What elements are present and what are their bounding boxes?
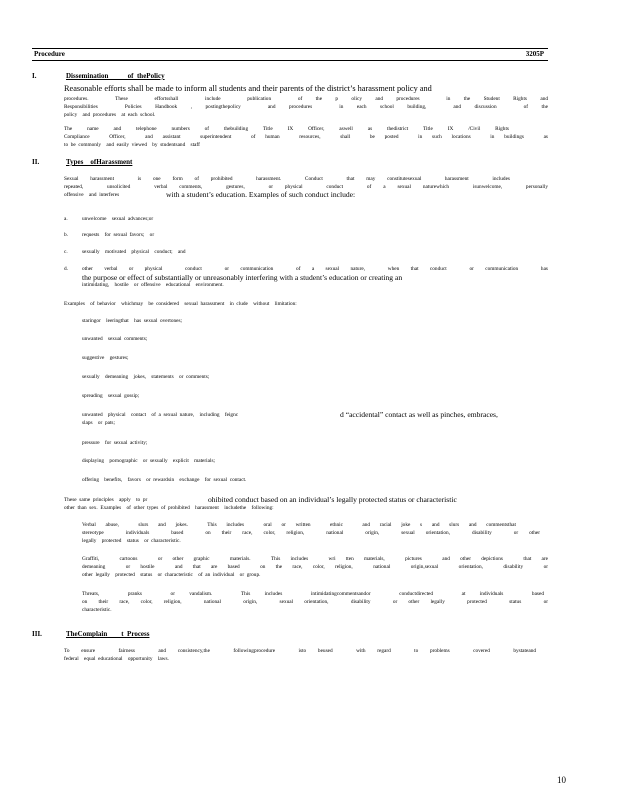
section-heading-complaint-process	[32, 630, 432, 639]
section-number: I.	[32, 72, 37, 80]
paragraph-line: The name and telephone numbers of thebuilding Title IX Officer, aswell as thedistrict Title IX /Civil Rights	[64, 126, 509, 132]
bullet-item: Verbal abuse, slurs and jokes. This includes oral or written ethnic and racial joke s and slurs and commentsthat	[82, 522, 516, 528]
paragraph-line: policy and procedures at each school.	[64, 112, 156, 118]
header-procedure-label: Procedure	[34, 50, 65, 58]
bullet-item: pressure for sexual activity;	[82, 440, 148, 446]
list-item-continuation: intimidating, hostile or offensive educational environment.	[82, 282, 224, 288]
list-item-continuation: the purpose or effect of substantially or unreasonably interfering with a student’s education or creating an	[82, 273, 403, 282]
list-item: requests for sexual favors; or	[82, 232, 155, 238]
bullet-item: unwanted sexual comments;	[82, 336, 148, 342]
list-item: other verbal or physical conduct or communication of a sexual nature, when that conduct or communication has	[82, 266, 548, 272]
list-marker: c.	[64, 249, 68, 255]
bullet-item: Threats, pranks or vandalism. This includes intimidatingcommentsandor conductdirected at individuals based	[82, 591, 544, 597]
paragraph-line: repeated, unsolicited verbal comments, gestures, or physical conduct of a sexual naturewhich isunwelcome, personally	[64, 184, 548, 190]
bullet-item-continuation: stereotype individuals based on their race, color, religion, national origin, sexual orientation, disability or other	[82, 530, 540, 536]
section-number: III.	[32, 630, 42, 638]
bullet-item: displaying pornographic or sexually explicit materials;	[82, 458, 215, 464]
section-heading-types	[32, 158, 432, 167]
bullet-item: unwanted physical contact of a sexual nature, including feignc	[82, 412, 239, 418]
bullet-item-continuation: legally protected status or characteristic.	[82, 538, 181, 544]
paragraph-line: Compliance Officer, and assistant superintendent of human resources, shall be posted in such locations in buildings as	[64, 134, 548, 140]
bullet-item-emphasis: d “accidental” contact as well as pinches, embraces,	[340, 410, 498, 419]
paragraph-line: to be commonly and easily viewed by studentsand staff	[64, 142, 200, 148]
header-bar	[32, 48, 548, 61]
paragraph-line: procedures. These effortsshall include publication of the p olicy and procedures in the Student Rights and	[64, 96, 548, 102]
bullet-item: spreading sexual gossip;	[82, 393, 140, 399]
bullet-item-continuation: characteristic.	[82, 607, 112, 613]
list-item: sexually motivated physical conduct; and	[82, 249, 186, 255]
paragraph-line: To ensure fairness and consistency,the followingprocedure isto beused with regard to problems covered bystateand	[64, 648, 536, 654]
paragraph-line: other than sex. Examples of other types of prohibited harassment includethe following:	[64, 505, 274, 511]
bullet-item-continuation: other legally protected status or characteristic of an individual or group.	[82, 572, 261, 578]
bullet-item-continuation: demeaning or hostile and that are based on the race, color, religion, national origin,sexual orientation, disability or	[82, 564, 548, 570]
paragraph-line: Reasonable efforts shall be made to inform all students and their parents of the district’s harassment policy and	[64, 84, 432, 93]
list-marker: b.	[64, 232, 68, 238]
section-title: Dissemination of thePolicy	[66, 72, 165, 80]
section-title: TheComplain t Process	[66, 630, 150, 638]
paragraph-line: offensive and interferes	[64, 192, 120, 198]
list-marker: a.	[64, 216, 68, 222]
paragraph-line: These same principles apply to pr	[64, 497, 148, 503]
paragraph-line: with a student’s education. Examples of such conduct include:	[166, 190, 356, 199]
paragraph-line: Responsibilities Policies Handbook , postingthepolicy and procedures in each school building, and discussion of the	[64, 104, 548, 110]
section-heading-dissemination	[32, 72, 432, 81]
page-number: 10	[557, 775, 566, 785]
section-title: Types ofHarassment	[66, 158, 133, 166]
bullet-item-continuation: slaps or pats;	[82, 420, 115, 426]
bullet-item: staringor leeringthat has sexual overtones;	[82, 318, 183, 324]
header-policy-number: 3205P	[525, 50, 544, 58]
paragraph-line: federal equal educational opportunity laws.	[64, 656, 169, 662]
bullet-item: Graffiti, cartoons or other graphic materials. This includes wri tten materials, pictures and other depictions that are	[82, 556, 548, 562]
bullet-item-continuation: on their race, color, religion, national origin, sexual orientation, disability or other legally protected status or	[82, 599, 548, 605]
list-marker: d.	[64, 266, 68, 272]
bullet-item: offering benefits, favors or rewardsin exchange for sexual contact.	[82, 477, 247, 483]
bullet-item: sexually demeaning jokes, statements or comments;	[82, 374, 210, 380]
bullet-item: suggestive gestures;	[82, 355, 129, 361]
paragraph-line: Sexual harassment is one form of prohibited harassment. Conduct that may constitutesexual harassment includes	[64, 176, 510, 182]
list-item: unwelcome sexual advances;or	[82, 216, 154, 222]
paragraph-line-emphasis: ohibited conduct based on an individual’s legally protected status or characteristic	[208, 495, 457, 504]
paragraph-line: Examples of behavior whichmay be considered sexual harassment in clude without limitation:	[64, 301, 297, 307]
section-number: II.	[32, 158, 40, 166]
